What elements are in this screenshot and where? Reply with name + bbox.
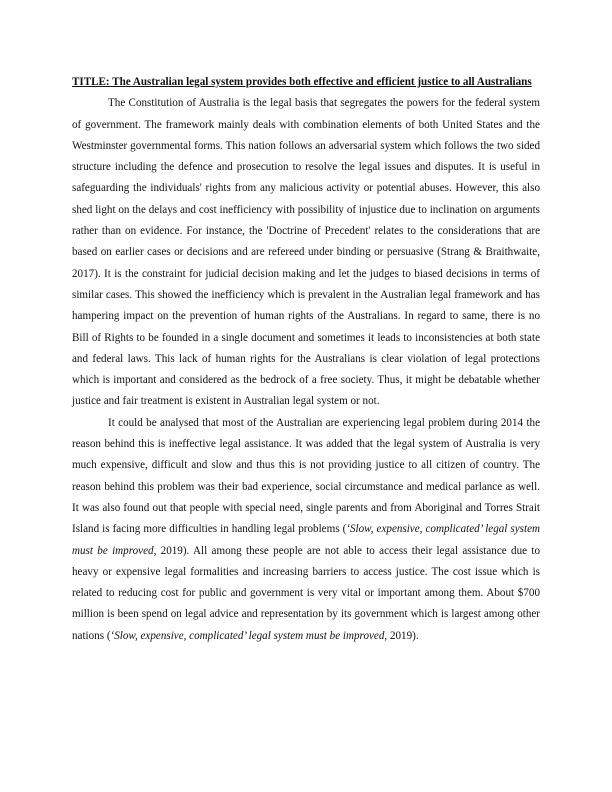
- paragraph-2-text-a: It could be analysed that most of the Australian are experiencing legal problem during 2014 the reason behind this is ineffective legal assistance. It was added that the legal system of Australia is very much expensive, difficult and slow and thus this is not providing justice to all citizen of country. The reason behind this problem was their bad experience, social circumstance and medical parlance as well. It was also found out that people with special need, single parents and from Aboriginal and Torres Strait Island is facing more difficulties in handling legal problems (: [72, 416, 540, 536]
- citation-1: ‘Slow, expensive, complicated’ legal system must be improved: [72, 523, 541, 557]
- paragraph-2-text-b: , 2019). All among these people are not able to access their legal assistance due to heavy or expensive legal formalities and increasing barriers to access justice. The cost issue which is related to reducing cost for public and government is very vital or important among them. About $700 million is been spend on legal advice and representation by its government which is largest among other nations (: [72, 544, 540, 642]
- paragraph-2: [72, 413, 540, 647]
- paragraph-2-text-c: , 2019).: [384, 629, 419, 642]
- citation-2: ‘Slow, expensive, complicated’ legal system must be improved: [110, 629, 385, 642]
- document-title: TITLE: The Australian legal system provides both effective and efficient justice to all Australians: [72, 76, 532, 88]
- document-body: [72, 72, 540, 647]
- paragraph-1: The Constitution of Australia is the legal basis that segregates the powers for the federal system of government. The framework mainly deals with combination elements of both United States and the Westminster governmental forms. This nation follows an adversarial system which follows the two sided structure including the defence and prosecution to resolve the legal issues and disputes. It is useful in safeguarding the individuals' rights from any malicious activity or potential abuses. However, this also shed light on the delays and cost inefficiency with possibility of injustice due to inclination on arguments rather than on evidence. For instance, the 'Doctrine of Precedent' relates to the considerations that are based on earlier cases or decisions and are refereed under binding or persuasive (Strang & Braithwaite, 2017). It is the constraint for judicial decision making and let the judges to biased decisions in terms of similar cases. This showed the inefficiency which is prevalent in the Australian legal framework and has hampering impact on the prevention of human rights of the Australians. In regard to same, there is no Bill of Rights to be founded in a single document and sometimes it leads to inconsistencies at both state and federal laws. This lack of human rights for the Australians is clear violation of legal protections which is important and considered as the bedrock of a free society. Thus, it might be debatable whether justice and fair treatment is existent in Australian legal system or not.: [72, 97, 540, 408]
